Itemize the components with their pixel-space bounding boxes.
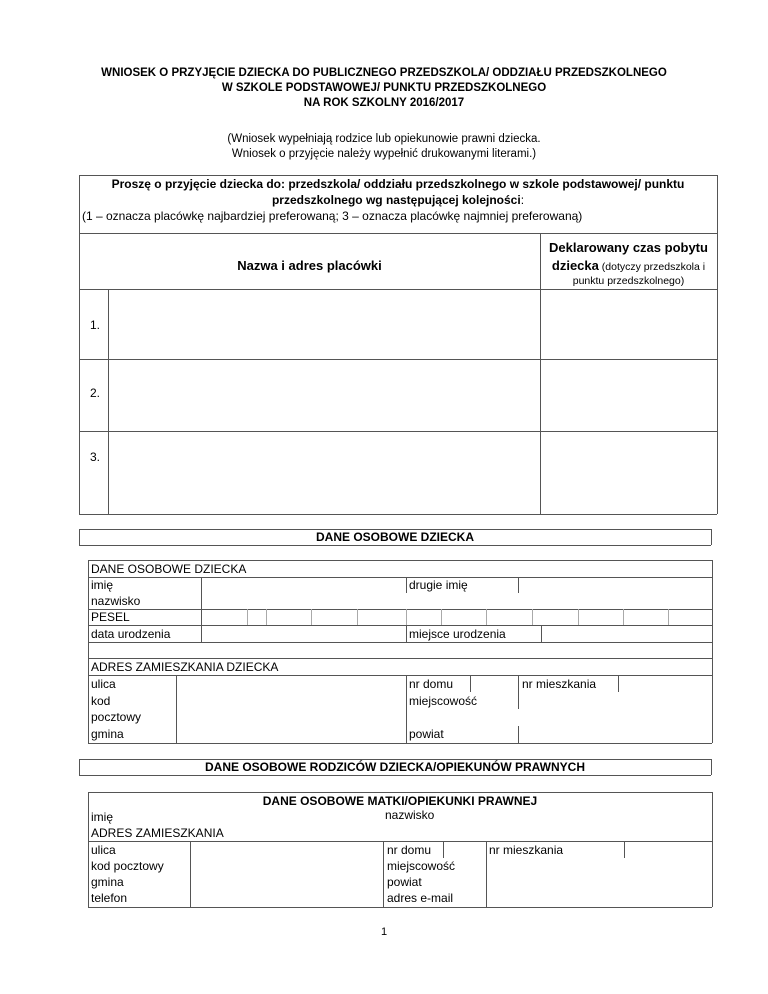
child-personal-heading: DANE OSOBOWE DZIECKA: [91, 562, 247, 576]
preference-row-1: 1.: [90, 318, 101, 332]
request-line-2-text: przedszkolnego wg następującej kolejności: [271, 193, 521, 207]
request-line-2-colon: :: [520, 193, 525, 207]
mother-first-name-label: imię: [91, 810, 114, 824]
page-number: 1: [380, 926, 388, 938]
mother-street-label: ulica: [91, 843, 116, 857]
column-header-name: Nazwa i adres placówki: [237, 258, 382, 273]
column-header-time-line3: punktu przedszkolnego): [572, 275, 685, 287]
child-house-no-label: nr domu: [409, 677, 454, 691]
child-first-name-label: imię: [91, 578, 114, 592]
mother-address-heading: ADRES ZAMIESZKANIA: [91, 826, 224, 840]
preference-legend: (1 – oznacza placówkę najbardziej preferowaną; 3 – oznacza placówkę najmniej preferowaną): [82, 209, 583, 223]
parents-section-title: DANE OSOBOWE RODZICÓW DZIECKA/OPIEKUNÓW PRAWNYCH: [205, 760, 585, 774]
document-title: [0, 66, 768, 111]
child-district-label: powiat: [409, 727, 444, 741]
child-section-title: DANE OSOBOWE DZIECKA: [315, 530, 474, 544]
child-pesel-label: PESEL: [91, 610, 130, 624]
title-line-3: NA ROK SZKOLNY 2016/2017: [303, 97, 465, 109]
mother-email-label: adres e-mail: [387, 891, 454, 905]
child-postal-code-label-2: pocztowy: [91, 710, 142, 724]
child-birth-date-label: data urodzenia: [91, 627, 171, 641]
note-line-2: Wniosek o przyjęcie należy wypełnić drukowanymi literami.): [231, 148, 537, 160]
mother-district-label: powiat: [387, 875, 422, 889]
mother-postal-code-label: kod pocztowy: [91, 859, 164, 873]
child-flat-no-label: nr mieszkania: [522, 677, 597, 691]
child-surname-label: nazwisko: [91, 594, 141, 608]
preference-row-2: 2.: [90, 386, 101, 400]
mother-flat-no-label: nr mieszkania: [489, 843, 564, 857]
column-header-time-bold: dziecka: [551, 258, 599, 273]
request-line-1: Proszę o przyjęcie dziecka do: przedszkola/ oddziału przedszkolnego w szkole podstawowej/ punktu: [111, 177, 685, 191]
request-line-2: [79, 193, 717, 208]
mother-house-no-label: nr domu: [387, 843, 432, 857]
column-header-time-line2: [540, 258, 717, 275]
column-header-time-line1: Deklarowany czas pobytu: [549, 240, 708, 255]
child-town-label: miejscowość: [409, 694, 478, 708]
child-second-name-label: drugie imię: [409, 578, 468, 592]
note-line-1: (Wniosek wypełniają rodzice lub opiekunowie prawni dziecka.: [227, 133, 541, 145]
title-line-1: WNIOSEK O PRZYJĘCIE DZIECKA DO PUBLICZNEGO PRZEDSZKOLA/ ODDZIAŁU PRZEDSZKOLNEGO: [101, 67, 667, 79]
child-address-heading: ADRES ZAMIESZKANIA DZIECKA: [91, 660, 279, 674]
child-street-label: ulica: [91, 677, 116, 691]
instructions-note: [0, 132, 768, 162]
mother-heading: DANE OSOBOWE MATKI/OPIEKUNKI PRAWNEJ: [262, 794, 538, 808]
mother-commune-label: gmina: [91, 875, 124, 889]
column-header-time-small: (dotyczy przedszkola i: [598, 261, 706, 273]
preference-row-3: 3.: [90, 450, 101, 464]
mother-town-label: miejscowość: [387, 859, 456, 873]
title-line-2: W SZKOLE PODSTAWOWEJ/ PUNKTU PRZEDSZKOLNEGO: [221, 82, 547, 94]
mother-phone-label: telefon: [91, 891, 128, 905]
child-postal-code-label-1: kod: [91, 694, 111, 708]
child-birth-place-label: miejsce urodzenia: [409, 627, 506, 641]
child-commune-label: gmina: [91, 727, 124, 741]
mother-surname-label: nazwisko: [385, 808, 435, 822]
